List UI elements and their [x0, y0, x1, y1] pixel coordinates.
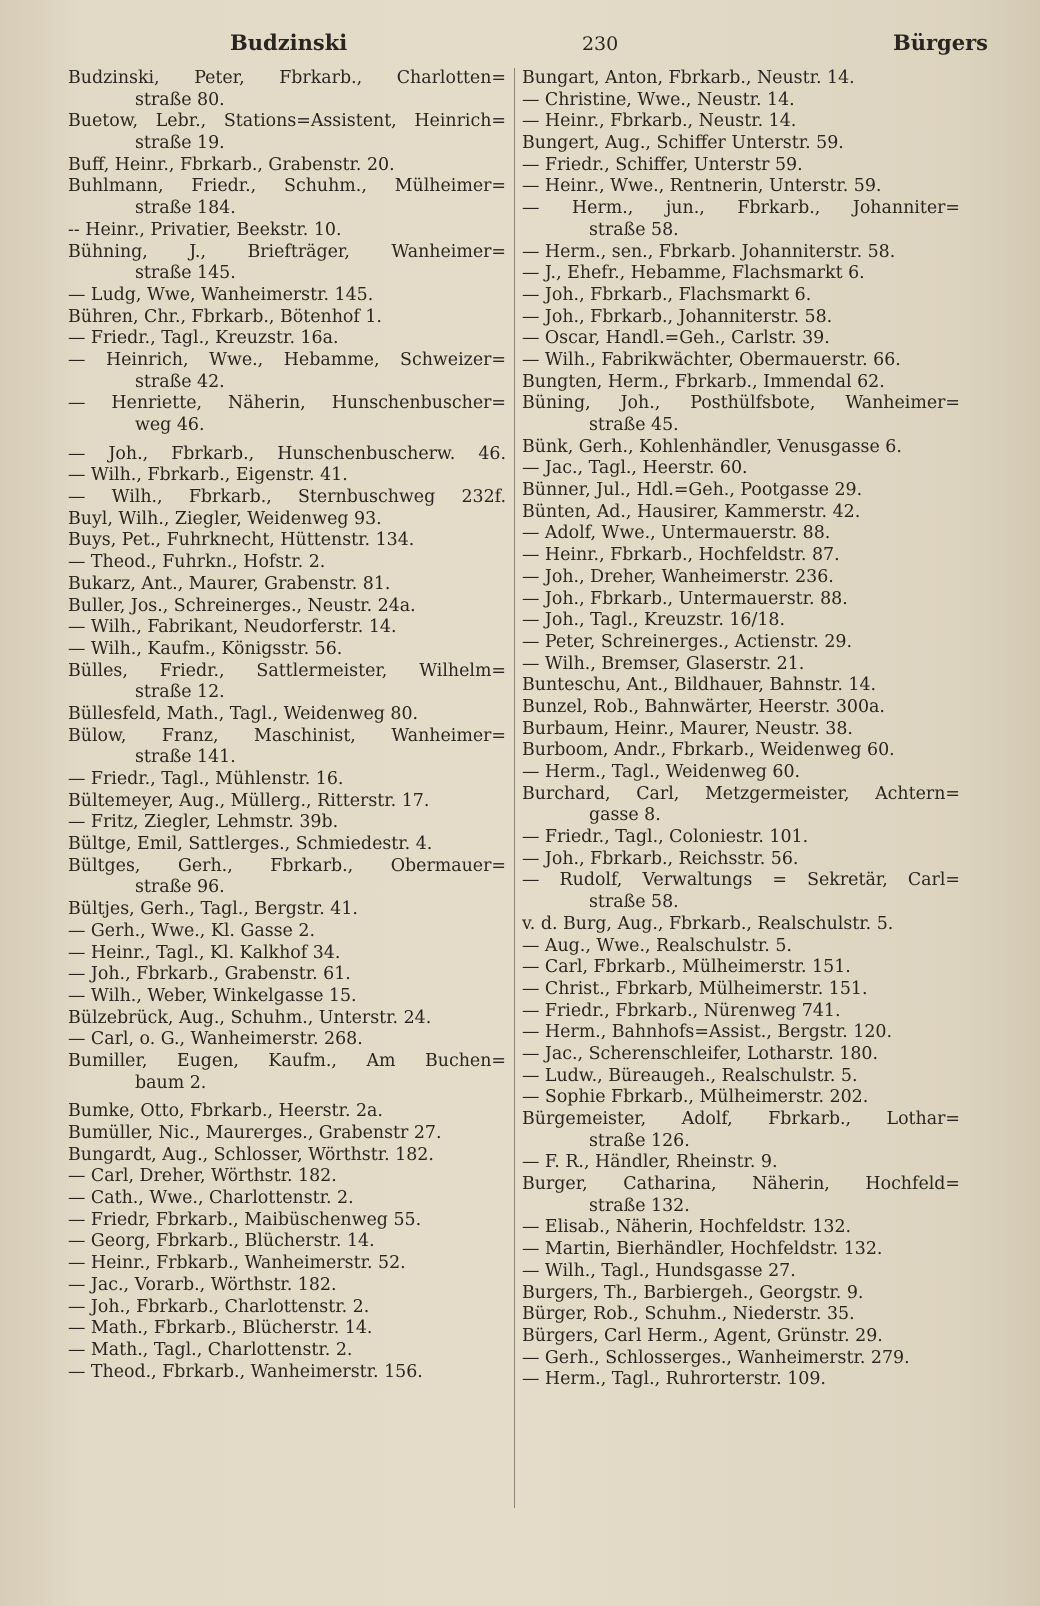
entry-continuation: straße 96. [135, 877, 225, 898]
entry-continuation: straße 184. [135, 198, 236, 219]
directory-entry: — Carl, Dreher, Wörthstr. 182. [68, 1166, 337, 1187]
entry-continuation: straße 45. [589, 415, 679, 435]
directory-entry: — Joh., Fbrkarb., Hunschenbuscherw. 46. [68, 443, 506, 464]
directory-entry: Bungardt, Aug., Schlosser, Wörthstr. 182. [68, 1144, 434, 1165]
directory-entry: — Friedr, Fbrkarb., Maibüschenweg 55. [68, 1209, 422, 1230]
directory-entry: Bülles, Friedr., Sattlermeister, Wilhelm= [68, 660, 506, 681]
directory-entry: — Wilh., Fabrikwächter, Obermauerstr. 66. [522, 349, 901, 370]
directory-entry: — Joh., Tagl., Kreuzstr. 16/18. [522, 610, 786, 631]
directory-entry: Buller, Jos., Schreinerges., Neustr. 24a. [68, 595, 416, 616]
directory-entry: — Ludw., Büreaugeh., Realschulstr. 5. [522, 1065, 858, 1086]
directory-entry: — Math., Tagl., Charlottenstr. 2. [68, 1339, 353, 1360]
entry-continuation: straße 19. [135, 133, 225, 154]
directory-entry: Bürger, Rob., Schuhm., Niederstr. 35. [522, 1304, 855, 1325]
directory-entry: — Cath., Wwe., Charlottenstr. 2. [68, 1188, 354, 1209]
directory-entry: — Oscar, Handl.=Geh., Carlstr. 39. [522, 328, 830, 349]
entry-continuation: baum 2. [135, 1072, 207, 1093]
directory-entry: Bültemeyer, Aug., Müllerg., Ritterstr. 17. [68, 790, 430, 811]
page-header [68, 30, 1010, 68]
header-right-name: Bürgers [892, 30, 988, 55]
directory-entry: Bültge, Emil, Sattlerges., Schmiedestr. 4. [68, 834, 433, 855]
directory-entry: — Heinr., Fbrkarb., Neustr. 14. [522, 111, 797, 132]
directory-entry: Bültjes, Gerh., Tagl., Bergstr. 41. [68, 899, 358, 920]
directory-entry: Bunteschu, Ant., Bildhauer, Bahnstr. 14. [522, 675, 877, 696]
directory-entry: Buff, Heinr., Fbrkarb., Grabenstr. 20. [68, 154, 395, 175]
directory-entry: — Gerh., Wwe., Kl. Gasse 2. [68, 920, 315, 941]
directory-entry: Burgers, Th., Barbiergeh., Georgstr. 9. [522, 1282, 864, 1303]
directory-entry: — Herm., jun., Fbrkarb., Johanniter= [522, 198, 960, 219]
directory-entry: — Theod., Fuhrkn., Hofstr. 2. [68, 552, 326, 573]
directory-entry: Bungert, Aug., Schiffer Unterstr. 59. [522, 133, 844, 154]
directory-entry: Budzinski, Peter, Fbrkarb., Charlotten= [68, 68, 506, 88]
directory-entry: — Wilh., Weber, Winkelgasse 15. [68, 985, 357, 1006]
directory-entry: — Peter, Schreinerges., Actienstr. 29. [522, 631, 852, 652]
directory-entry: — Aug., Wwe., Realschulstr. 5. [522, 935, 792, 956]
directory-entry: — Elisab., Näherin, Hochfeldstr. 132. [522, 1217, 852, 1238]
directory-entry: Bürgers, Carl Herm., Agent, Grünstr. 29. [522, 1325, 883, 1346]
directory-entry: — Carl, o. G., Wanheimerstr. 268. [68, 1029, 363, 1050]
directory-entry: — Joh., Fbrkarb., Reichsstr. 56. [522, 848, 799, 869]
directory-entry: — Ludg, Wwe, Wanheimerstr. 145. [68, 284, 374, 305]
directory-entry: — Friedr., Tagl., Coloniestr. 101. [522, 827, 809, 848]
directory-entry: — Carl, Fbrkarb., Mülheimerstr. 151. [522, 957, 851, 978]
directory-entry: — Henriette, Näherin, Hunschenbuscher= [68, 393, 506, 414]
directory-entry: — Martin, Bierhändler, Hochfeldstr. 132. [522, 1239, 883, 1260]
directory-entry: v. d. Burg, Aug., Fbrkarb., Realschulstr. 5. [522, 913, 894, 934]
directory-entry: — Herm., sen., Fbrkarb. Johanniterstr. 58. [522, 241, 896, 262]
header-left-name: Budzinski [230, 30, 348, 55]
entry-continuation: straße 141. [135, 747, 236, 768]
column-divider [514, 68, 515, 1508]
directory-entry: — Joh., Fbrkarb., Flachsmarkt 6. [522, 284, 812, 305]
entry-continuation: weg 46. [135, 415, 205, 435]
directory-entry: Bülzebrück, Aug., Schuhm., Unterstr. 24. [68, 1007, 432, 1028]
entry-continuation: gasse 8. [589, 805, 661, 826]
directory-entry: Bühren, Chr., Fbrkarb., Bötenhof 1. [68, 306, 382, 327]
directory-entry: Bukarz, Ant., Maurer, Grabenstr. 81. [68, 573, 391, 594]
directory-entry: — Joh., Fbrkarb., Johanniterstr. 58. [522, 306, 833, 327]
directory-entry: Bungart, Anton, Fbrkarb., Neustr. 14. [522, 68, 855, 88]
directory-entry: — Friedr., Tagl., Kreuzstr. 16a. [68, 328, 339, 349]
directory-entry: Buys, Pet., Fuhrknecht, Hüttenstr. 134. [68, 530, 415, 551]
entry-continuation: straße 80. [135, 89, 225, 110]
entry-continuation: straße 42. [135, 371, 225, 392]
directory-entry: — Wilh., Kaufm., Königsstr. 56. [68, 638, 343, 659]
directory-entry: — Georg, Fbrkarb., Blücherstr. 14. [68, 1231, 375, 1252]
directory-entry: — Jac., Scherenschleifer, Lotharstr. 180. [522, 1043, 878, 1064]
directory-entry: — Heinr., Tagl., Kl. Kalkhof 34. [68, 942, 341, 963]
entry-continuation: straße 58. [589, 219, 679, 240]
directory-entry: Büning, Joh., Posthülfsbote, Wanheimer= [522, 393, 960, 414]
directory-entry: Burboom, Andr., Fbrkarb., Weidenweg 60. [522, 740, 895, 761]
entry-continuation: straße 126. [589, 1130, 690, 1151]
directory-entry: — Sophie Fbrkarb., Mülheimerstr. 202. [522, 1087, 869, 1108]
directory-entry: Burger, Catharina, Näherin, Hochfeld= [522, 1174, 960, 1195]
directory-entry: — Fritz, Ziegler, Lehmstr. 39b. [68, 812, 339, 833]
directory-entry: — Jac., Tagl., Heerstr. 60. [522, 458, 748, 479]
directory-entry: Buetow, Lebr., Stations=Assistent, Heinrich= [68, 111, 506, 132]
entry-continuation: straße 145. [135, 263, 236, 284]
directory-entry: Burbaum, Heinr., Maurer, Neustr. 38. [522, 718, 853, 739]
directory-entry: — Math., Fbrkarb., Blücherstr. 14. [68, 1318, 373, 1339]
directory-entry: — Friedr., Schiffer, Unterstr 59. [522, 154, 803, 175]
directory-entry: — Heinr., Fbrkarb., Hochfeldstr. 87. [522, 545, 840, 566]
entry-continuation: straße 132. [589, 1195, 690, 1216]
right-column [522, 68, 960, 1391]
directory-entry: Bumke, Otto, Fbrkarb., Heerstr. 2a. [68, 1101, 383, 1122]
entry-continuation: straße 12. [135, 682, 225, 703]
directory-entry: — Joh., Dreher, Wanheimerstr. 236. [522, 566, 834, 587]
directory-entry: — Herm., Bahnhofs=Assist., Bergstr. 120. [522, 1022, 892, 1043]
directory-entry: — Joh., Fbrkarb., Charlottenstr. 2. [68, 1296, 370, 1317]
page-number: 230 [581, 33, 619, 55]
directory-entry: — Joh., Fbrkarb., Grabenstr. 61. [68, 964, 351, 985]
directory-entry: — Jac., Vorarb., Wörthstr. 182. [68, 1274, 337, 1295]
directory-entry: Bürgemeister, Adolf, Fbrkarb., Lothar= [522, 1109, 960, 1129]
directory-entry: Bumüller, Nic., Maurerges., Grabenstr 27. [68, 1123, 442, 1143]
directory-entry: Bühning, J., Briefträger, Wanheimer= [68, 241, 506, 262]
directory-entry: Bülow, Franz, Maschinist, Wanheimer= [68, 725, 506, 746]
directory-entry: — Christine, Wwe., Neustr. 14. [522, 89, 795, 110]
directory-entry: Bumiller, Eugen, Kaufm., Am Buchen= [68, 1050, 506, 1071]
directory-entry: Bünner, Jul., Hdl.=Geh., Pootgasse 29. [522, 480, 863, 501]
directory-entry: Buhlmann, Friedr., Schuhm., Mülheimer= [68, 176, 506, 197]
directory-entry: — F. R., Händler, Rheinstr. 9. [522, 1152, 778, 1173]
directory-entry: — Wilh., Bremser, Glaserstr. 21. [522, 653, 805, 674]
directory-entry: — Friedr., Tagl., Mühlenstr. 16. [68, 769, 344, 789]
directory-entry: -- Heinr., Privatier, Beekstr. 10. [68, 219, 342, 240]
directory-entry: — Heinr., Wwe., Rentnerin, Unterstr. 59. [522, 176, 882, 197]
directory-entry: Bültges, Gerh., Fbrkarb., Obermauer= [68, 855, 506, 876]
directory-entry: — Theod., Fbrkarb., Wanheimerstr. 156. [68, 1361, 423, 1382]
directory-entry: — Wilh., Fabrikant, Neudorferstr. 14. [68, 617, 397, 638]
directory-entry: — Heinrich, Wwe., Hebamme, Schweizer= [68, 349, 506, 370]
directory-entry: Bünten, Ad., Hausirer, Kammerstr. 42. [522, 501, 861, 522]
directory-entry: — Rudolf, Verwaltungs = Sekretär, Carl= [522, 870, 960, 891]
directory-entry: — Adolf, Wwe., Untermauerstr. 88. [522, 523, 831, 544]
directory-entry: — Herm., Tagl., Ruhrorterstr. 109. [522, 1369, 826, 1390]
directory-entry: Bungten, Herm., Fbrkarb., Immendal 62. [522, 371, 885, 392]
directory-entry: — Gerh., Schlosserges., Wanheimerstr. 279. [522, 1347, 910, 1368]
directory-entry: Bunzel, Rob., Bahnwärter, Heerstr. 300a. [522, 696, 885, 717]
directory-entry: — Christ., Fbrkarb, Mülheimerstr. 151. [522, 978, 868, 999]
directory-entry: — Herm., Tagl., Weidenweg 60. [522, 762, 801, 782]
directory-entry: — Heinr., Frbkarb., Wanheimerstr. 52. [68, 1253, 406, 1274]
columns [68, 68, 1010, 1391]
directory-entry: Bünk, Gerh., Kohlenhändler, Venusgasse 6. [522, 436, 902, 457]
directory-entry: — J., Ehefr., Hebamme, Flachsmarkt 6. [522, 263, 865, 284]
entry-continuation: straße 58. [589, 892, 679, 913]
directory-entry: Buyl, Wilh., Ziegler, Weidenweg 93. [68, 508, 382, 529]
directory-entry: Burchard, Carl, Metzgermeister, Achtern= [522, 783, 960, 804]
directory-entry: — Wilh., Fbrkarb., Eigenstr. 41. [68, 465, 348, 486]
directory-entry: Büllesfeld, Math., Tagl., Weidenweg 80. [68, 703, 419, 724]
left-column [68, 68, 506, 1391]
directory-entry: — Wilh., Fbrkarb., Sternbuschweg 232f. [68, 487, 506, 508]
directory-entry: — Joh., Fbrkarb., Untermauerstr. 88. [522, 588, 848, 609]
directory-entry: — Wilh., Tagl., Hundsgasse 27. [522, 1260, 796, 1281]
directory-entry: — Friedr., Fbrkarb., Nürenweg 741. [522, 1000, 841, 1021]
